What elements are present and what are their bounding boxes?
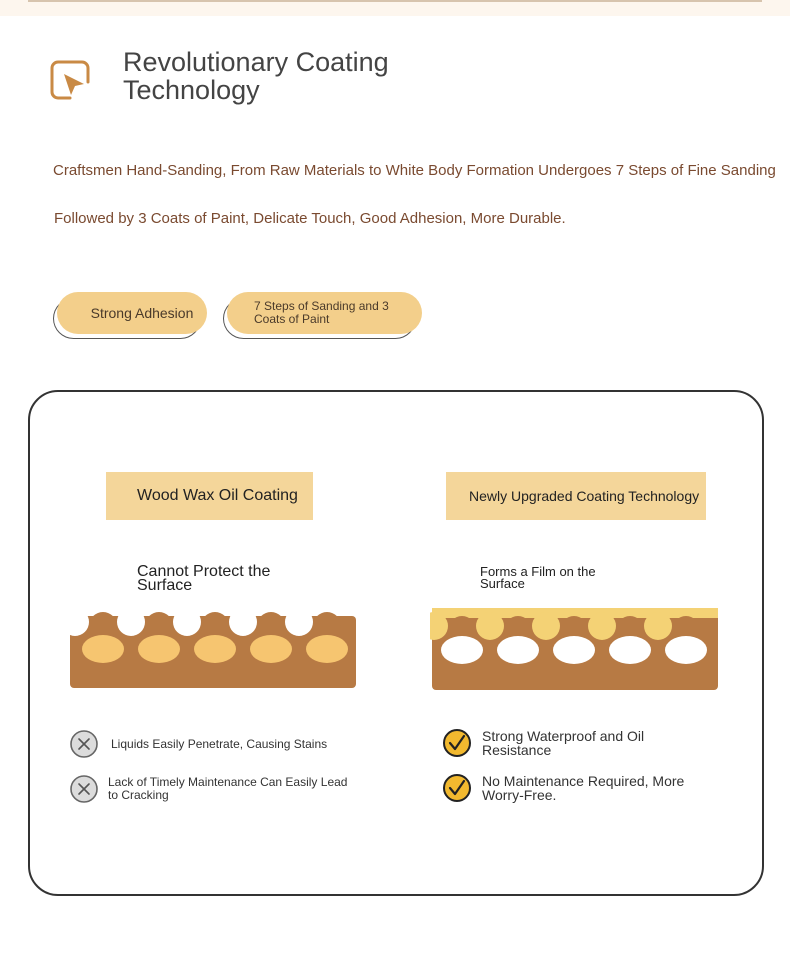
tag-label: Strong Adhesion <box>57 292 207 334</box>
new-coating-label: Newly Upgraded Coating Technology <box>446 472 706 520</box>
feature-text: Liquids Easily Penetrate, Causing Stains <box>111 736 328 751</box>
unprotected-surface-illustration <box>68 612 358 690</box>
right-subtitle: Forms a Film on the Surface <box>480 564 596 591</box>
feature-text: Strong Waterproof and Oil Resistance <box>482 728 645 758</box>
tag-sanding-coats <box>227 292 422 334</box>
left-subtitle: Cannot Protect the Surface <box>137 563 271 594</box>
tag-label: 7 Steps of Sanding and 3 Coats of Paint <box>227 292 422 334</box>
film-surface-illustration <box>430 606 720 692</box>
feature-item <box>69 774 348 804</box>
feature-text: Lack of Timely Maintenance Can Easily Lead to Cracking <box>108 775 348 802</box>
x-circle-icon <box>69 774 99 804</box>
tag-strong-adhesion <box>57 292 207 334</box>
feature-text: No Maintenance Required, More Worry-Free. <box>482 773 685 803</box>
banner-edge <box>28 0 762 2</box>
x-circle-icon <box>69 729 99 759</box>
description-line-2: Followed by 3 Coats of Paint, Delicate Touch, Good Adhesion, More Durable. <box>54 210 566 227</box>
description-line-1: Craftsmen Hand-Sanding, From Raw Materials to White Body Formation Undergoes 7 Steps of Fine Sanding <box>53 162 776 179</box>
page-title: Revolutionary Coating Technology <box>123 47 389 105</box>
check-circle-icon <box>442 728 472 758</box>
feature-item <box>442 728 682 758</box>
feature-item <box>69 729 327 759</box>
cursor-click-icon <box>48 58 92 102</box>
wood-wax-oil-label: Wood Wax Oil Coating <box>106 472 313 520</box>
check-circle-icon <box>442 773 472 803</box>
feature-item <box>442 773 712 803</box>
top-banner-strip <box>0 0 790 16</box>
